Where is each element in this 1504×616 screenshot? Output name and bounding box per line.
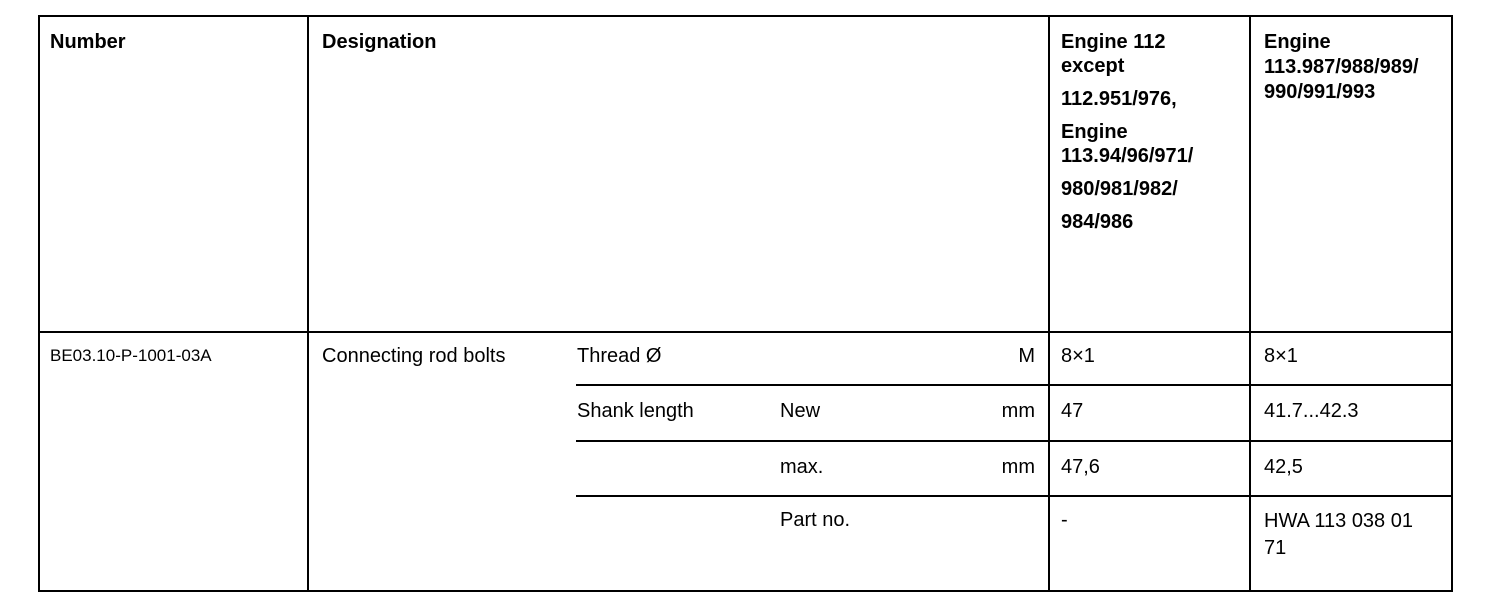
row-divider-2 (576, 440, 1453, 442)
item-label-thread: Thread Ø (577, 345, 662, 367)
item-label-shank-length: Shank length (577, 400, 694, 422)
item-value-b-thread: 8×1 (1264, 345, 1298, 367)
header-number: Number (50, 31, 126, 53)
item-unit-max: mm (1001, 456, 1035, 478)
table-border-top (38, 15, 1453, 17)
row-number: BE03.10-P-1001-03A (50, 346, 212, 365)
header-engine-b (1264, 30, 1419, 105)
item-value-a-part-no: - (1061, 509, 1068, 531)
header-engine-a-line: except (1061, 55, 1125, 77)
header-engine-b-line: 990/991/993 (1264, 81, 1376, 103)
item-sub-part-no: Part no. (780, 509, 851, 531)
header-engine-a-line: Engine (1061, 121, 1128, 143)
item-value-a-new: 47 (1061, 400, 1084, 422)
row-divider-3 (576, 495, 1453, 497)
col-divider-designation (307, 15, 309, 592)
header-engine-a-line: 984/986 (1061, 211, 1134, 233)
header-divider (38, 331, 1453, 333)
header-engine-a-line: 113.94/96/971/ (1061, 145, 1194, 167)
header-engine-a-line: 112.951/976, (1061, 88, 1177, 110)
item-value-a-max: 47,6 (1061, 456, 1100, 478)
item-sub-max: max. (780, 456, 824, 478)
row-designation: Connecting rod bolts (322, 345, 506, 367)
item-unit-new: mm (1001, 400, 1035, 422)
table-border-left (38, 15, 40, 592)
item-value-a-thread: 8×1 (1061, 345, 1095, 367)
header-engine-a (1061, 30, 1193, 234)
part-no-line: HWA 113 038 01 (1264, 510, 1413, 532)
header-engine-a-line: Engine 112 (1061, 31, 1166, 53)
item-value-b-new: 41.7...42.3 (1264, 400, 1359, 422)
table-border-bottom (38, 590, 1453, 592)
item-value-b-part-no (1264, 508, 1413, 562)
table-border-right (1451, 15, 1453, 592)
item-value-b-max: 42,5 (1264, 456, 1303, 478)
col-divider-engine-a (1048, 15, 1050, 592)
item-unit-thread: M (1018, 345, 1035, 367)
header-designation: Designation (322, 31, 437, 53)
item-sub-new: New (780, 400, 821, 422)
row-divider-1 (576, 384, 1453, 386)
header-engine-a-line: 980/981/982/ (1061, 178, 1178, 200)
part-no-line: 71 (1264, 537, 1287, 559)
col-divider-engine-b (1249, 15, 1251, 592)
header-engine-b-line: 113.987/988/989/ (1264, 56, 1419, 78)
header-engine-b-line: Engine (1264, 31, 1331, 53)
